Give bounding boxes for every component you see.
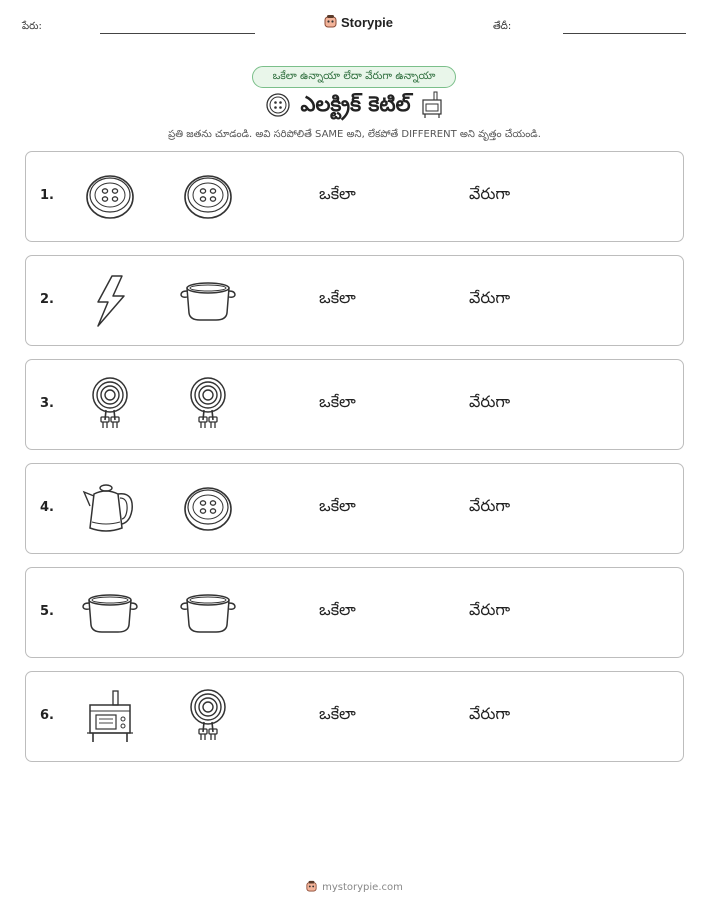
same-option[interactable]: ఒకేలా	[319, 184, 356, 203]
name-label: పేరు:	[22, 21, 42, 32]
lightning-icon	[82, 276, 138, 326]
button-icon	[180, 172, 236, 222]
same-option[interactable]: ఒకేలా	[319, 392, 356, 411]
coil-heater-icon	[180, 380, 236, 430]
button-icon	[82, 172, 138, 222]
stove-icon	[420, 91, 444, 123]
date-line[interactable]	[563, 33, 686, 34]
title-row	[0, 91, 709, 123]
question-number: 2.	[40, 292, 54, 307]
pot-icon	[180, 276, 236, 326]
different-option[interactable]: వేరుగా	[469, 288, 511, 307]
question-row	[25, 463, 684, 554]
same-option[interactable]: ఒకేలా	[319, 288, 356, 307]
date-label: తేదీ:	[493, 21, 512, 32]
question-number: 3.	[40, 396, 54, 411]
page-title: ఎలక్ట్రిక్ కెటిల్	[300, 92, 411, 116]
brand	[324, 13, 393, 32]
footer	[0, 880, 709, 895]
question-row	[25, 151, 684, 242]
coil-heater-icon	[180, 692, 236, 742]
same-option[interactable]: ఒకేలా	[319, 600, 356, 619]
question-number: 6.	[40, 708, 54, 723]
same-option[interactable]: ఒకేలా	[319, 704, 356, 723]
different-option[interactable]: వేరుగా	[469, 184, 511, 203]
footer-site: mystorypie.com	[322, 882, 403, 893]
pot-icon	[180, 588, 236, 638]
button-icon	[265, 92, 291, 122]
storypie-logo-icon	[306, 880, 317, 895]
name-line[interactable]	[100, 33, 255, 34]
question-number: 1.	[40, 188, 54, 203]
question-number: 5.	[40, 604, 54, 619]
same-option[interactable]: ఒకేలా	[319, 496, 356, 515]
different-option[interactable]: వేరుగా	[469, 496, 511, 515]
question-row	[25, 671, 684, 762]
brand-name: Storypie	[341, 15, 394, 30]
pot-icon	[82, 588, 138, 638]
question-row	[25, 255, 684, 346]
different-option[interactable]: వేరుగా	[469, 392, 511, 411]
coil-heater-icon	[82, 380, 138, 430]
instructions: ప్రతి జతను చూడండి. అవి సరిపోలితే SAME అని, లేకపోతే DIFFERENT అని వృత్తం చేయండి.	[168, 129, 541, 140]
kettle-icon	[82, 484, 138, 534]
question-number: 4.	[40, 500, 54, 515]
different-option[interactable]: వేరుగా	[469, 704, 511, 723]
question-list	[25, 151, 684, 775]
button-icon	[180, 484, 236, 534]
different-option[interactable]: వేరుగా	[469, 600, 511, 619]
subtitle-pill: ఒకేలా ఉన్నాయా లేదా వేరుగా ఉన్నాయా	[252, 66, 456, 88]
question-row	[25, 567, 684, 658]
question-row	[25, 359, 684, 450]
stove-icon	[82, 692, 138, 742]
storypie-logo-icon	[324, 13, 337, 32]
